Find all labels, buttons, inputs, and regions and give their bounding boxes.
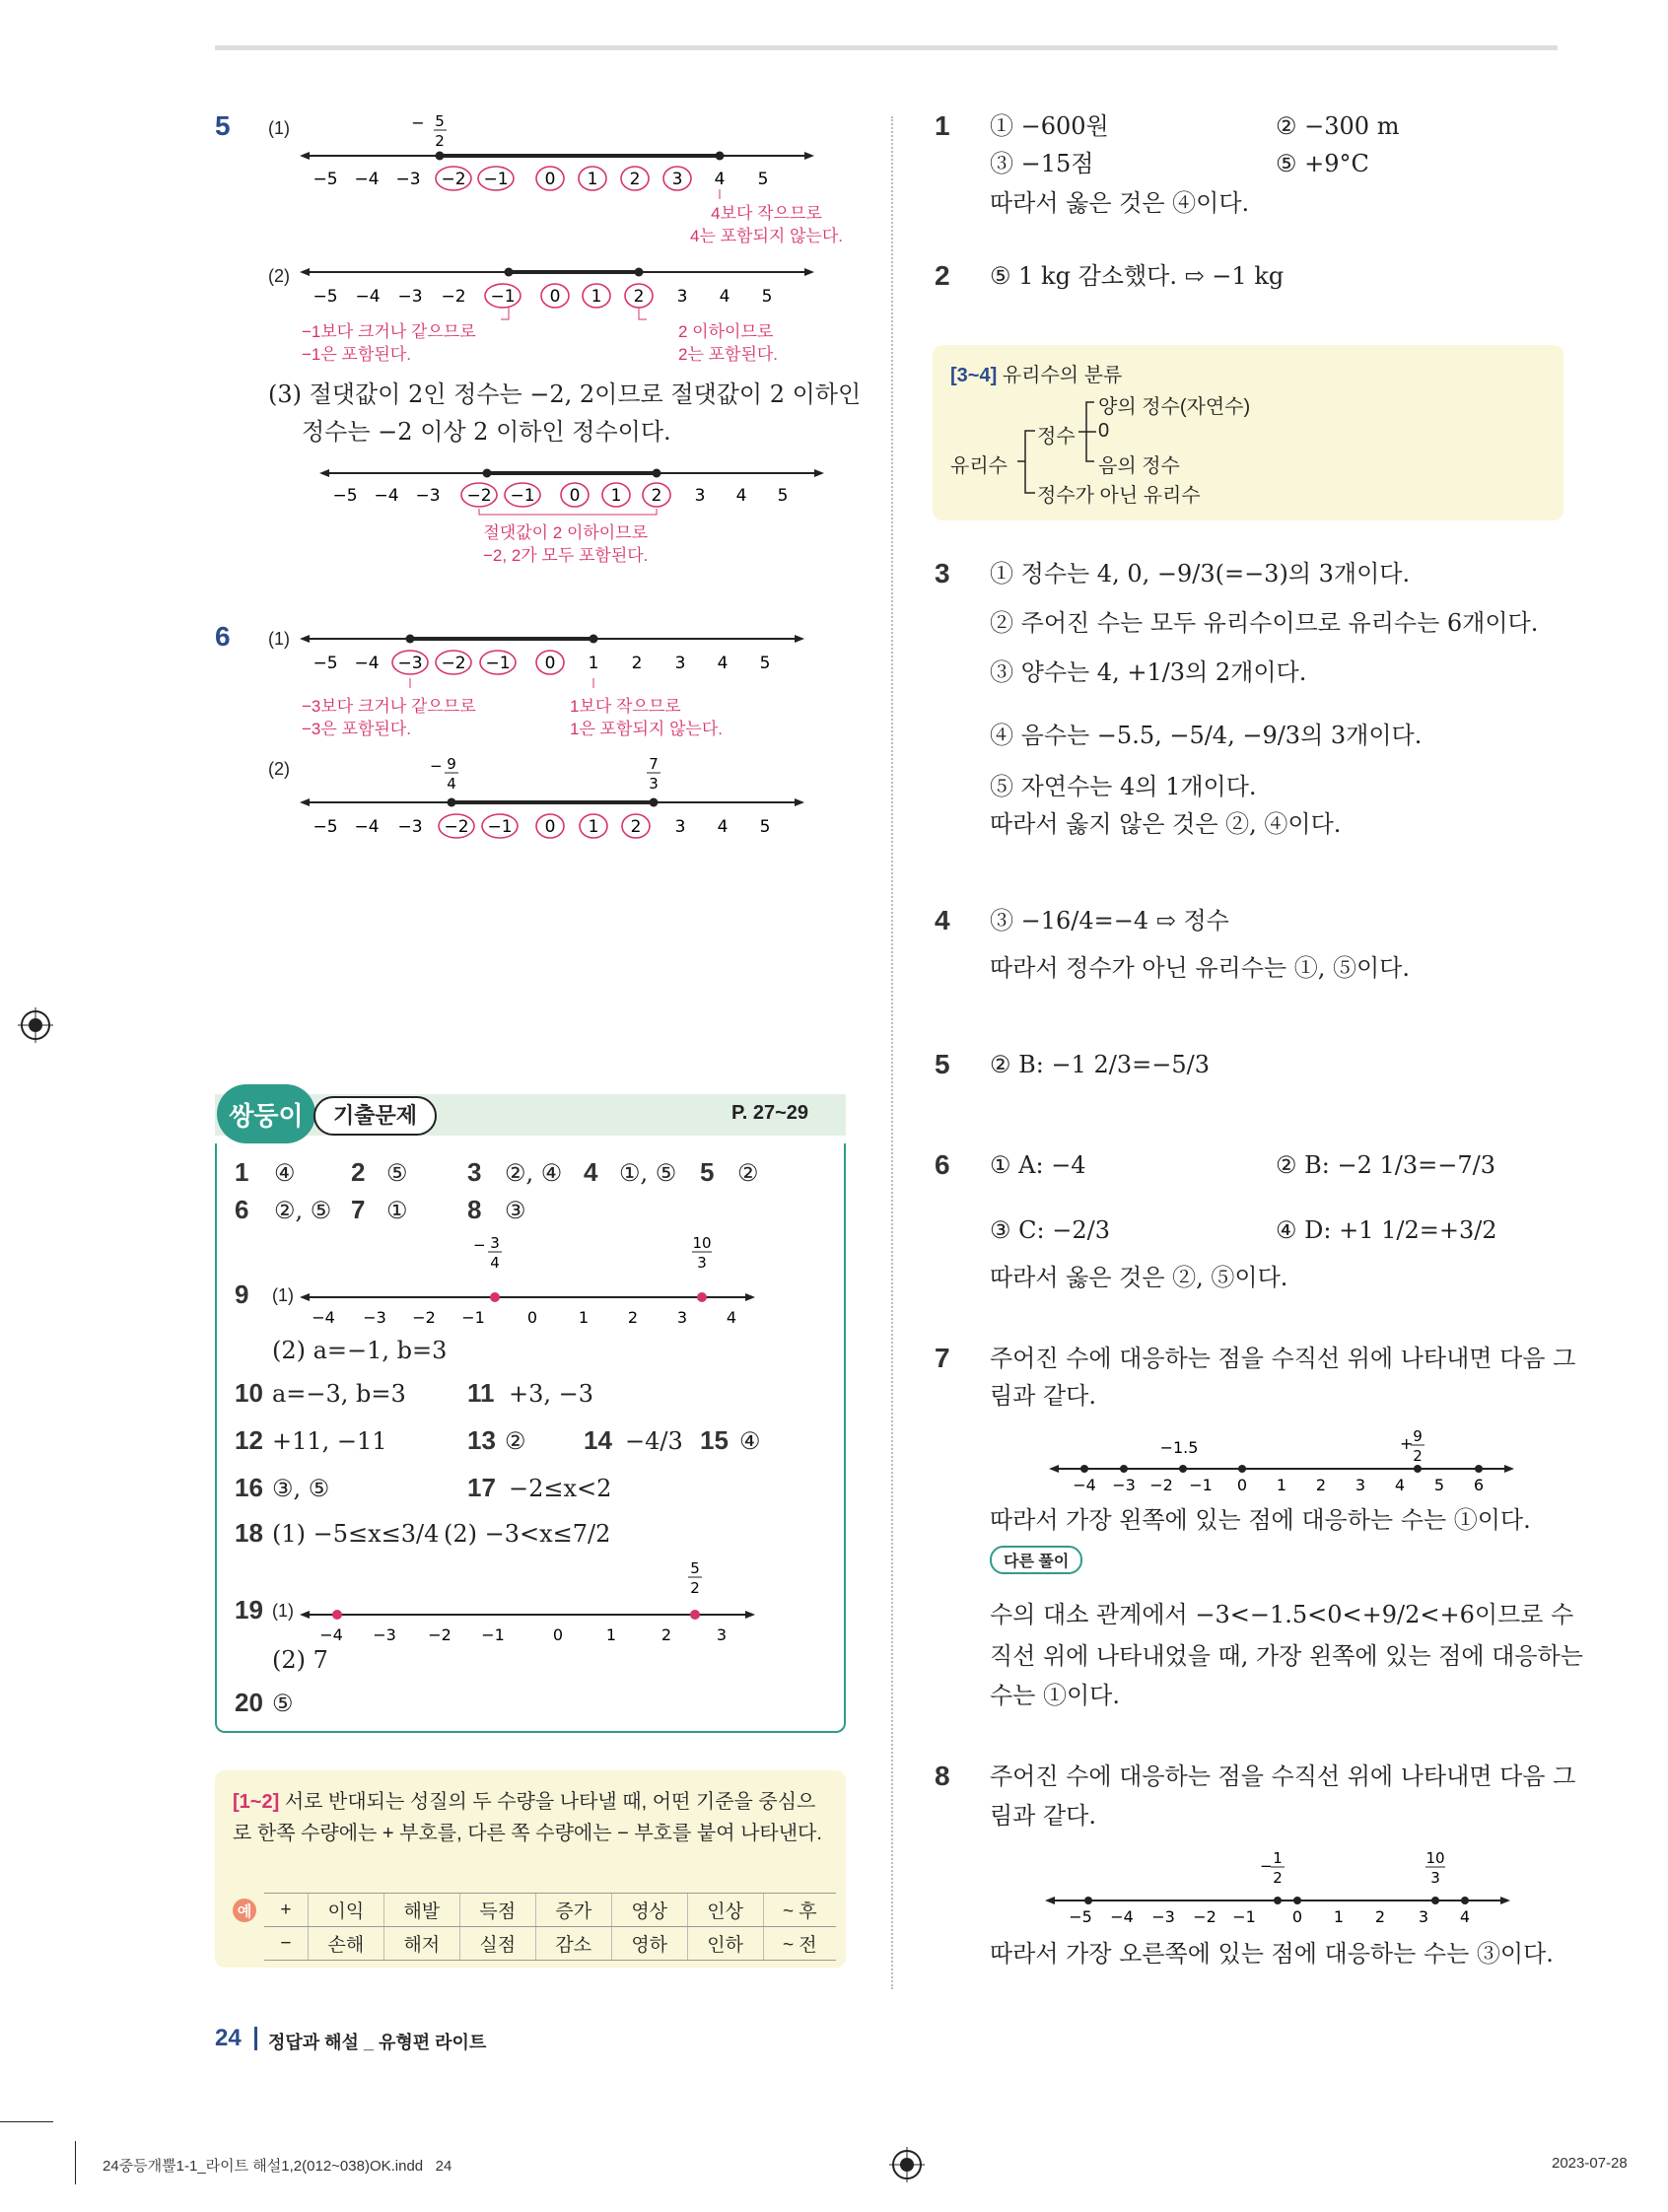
svg-text:0: 0 [544,170,556,189]
svg-text:4: 4 [1459,1907,1471,1926]
svg-text:−3: −3 [415,486,441,506]
r-q6-a1: ① A: −4 [990,1151,1086,1179]
svg-text:−5: −5 [313,170,338,189]
r-q7-other-2: 직선 위에 나타내었을 때, 가장 왼쪽에 있는 점에 대응하는 [990,1642,1583,1670]
r-q8-number-line [1041,1843,1514,1932]
svg-text:−4: −4 [312,1308,335,1327]
svg-text:−2: −2 [441,287,466,307]
svg-text:−4: −4 [354,654,380,673]
svg-text:1: 1 [1333,1907,1345,1926]
exam-q19-part1-label: (1) [272,1601,294,1621]
svg-text:−2: −2 [441,654,466,673]
exam-q17-val: −2≤x<2 [509,1475,612,1502]
svg-text:1: 1 [588,817,599,837]
exam-q9-part1-label: (1) [272,1285,294,1305]
sign-table-plus-row [264,1894,836,1927]
r-q3-line3: ③ 양수는 4, +1/3의 2개이다. [990,658,1307,686]
svg-text:−: − [1260,1857,1273,1875]
svg-text:1: 1 [610,486,622,506]
svg-text:1: 1 [605,1625,617,1644]
registration-mark-left [18,1007,53,1043]
svg-text:−4: −4 [355,287,381,307]
r-q3-conclusion: 따라서 옳지 않은 것은 ②, ④이다. [990,810,1342,838]
sign-cell: 이익 [308,1894,383,1927]
sign-cell: + [264,1894,308,1927]
exam-q11-num: 11 [467,1378,495,1408]
classify-negative: 음의 정수 [1098,455,1180,477]
svg-text:−1: −1 [510,486,535,506]
q6-part2-label: (2) [268,759,290,779]
svg-text:1: 1 [1276,1476,1287,1494]
svg-text:−2: −2 [428,1625,452,1644]
sign-cell: 실점 [459,1927,535,1961]
sign-cell: 득점 [459,1894,535,1927]
r-q5-number: 5 [935,1049,950,1079]
r-q5-line1: ② B: −1 2/3=−5/3 [990,1051,1210,1078]
svg-text:3: 3 [674,817,686,837]
exam-q9-part2: (2) a=−1, b=3 [272,1337,448,1364]
svg-text:4: 4 [717,817,729,837]
svg-text:1: 1 [588,654,599,673]
svg-text:4: 4 [717,654,729,673]
svg-text:−1: −1 [483,170,509,189]
sign-cell: 영상 [611,1894,687,1927]
q5-part2-number-line [296,252,848,321]
svg-text:−3: −3 [397,287,423,307]
r-q6-a2: ② B: −2 1/3=−7/3 [1276,1151,1495,1179]
crop-mark-v [75,2141,76,2184]
svg-text:2: 2 [690,1579,700,1597]
r-q1-a1: ① −600원 [990,112,1109,140]
r-q1-a2: ② −300 m [1276,112,1400,140]
r-q7-label-left: −1.5 [1159,1438,1199,1457]
svg-text:−5: −5 [313,654,338,673]
r-q7-line1: 주어진 수에 대응하는 점을 수직선 위에 나타내면 다음 그 [990,1345,1576,1372]
exam-q18-num: 18 [235,1518,263,1548]
svg-text:0: 0 [1291,1907,1303,1926]
svg-text:4: 4 [447,775,456,793]
exam-a5-num: 5 [700,1157,715,1187]
exam-a2-num: 2 [351,1157,366,1187]
example-badge: 예 [233,1899,256,1922]
exam-q15-num: 15 [700,1425,729,1455]
svg-text:−5: −5 [313,817,338,837]
sign-table-minus-row [264,1927,836,1961]
svg-text:−5: −5 [332,486,358,506]
svg-text:−4: −4 [354,170,380,189]
exam-title: 기출문제 [313,1096,437,1136]
svg-text:−1: −1 [461,1308,485,1327]
exam-a1-val: ④ [274,1159,296,1187]
exam-q17-num: 17 [467,1473,496,1502]
exam-a4-val: ①, ⑤ [619,1159,677,1187]
svg-text:9: 9 [1413,1427,1423,1445]
r-q6-conclusion: 따라서 옳은 것은 ②, ⑤이다. [990,1264,1288,1291]
footer-separator [254,2027,257,2050]
r-q3-line4: ④ 음수는 −5.5, −5/4, −9/3의 3개이다. [990,722,1423,749]
classify-rational: 유리수 [950,455,1008,477]
svg-text:3: 3 [716,1625,728,1644]
exam-q12-num: 12 [235,1425,263,1455]
exam-a4-num: 4 [584,1157,598,1187]
svg-text:−1: −1 [1232,1907,1256,1926]
exam-q18-part2: (2) −3<x≤7/2 [444,1520,611,1548]
print-date: 2023-07-28 [1552,2155,1628,2172]
q6-part1-note-right: 1보다 작으므로 1은 포함되지 않는다. [570,697,723,738]
svg-text:−1: −1 [1189,1476,1213,1494]
sign-cell: 인하 [687,1927,763,1961]
q5-part3-number-line [315,453,848,522]
svg-text:−4: −4 [319,1625,343,1644]
svg-text:9: 9 [447,755,456,773]
exam-a7-val: ① [386,1197,408,1224]
exam-a8-val: ③ [505,1197,526,1224]
svg-text:−3: −3 [1151,1907,1175,1926]
q5-part2-note-right: 2 이하이므로 2는 포함된다. [678,322,779,364]
svg-text:10: 10 [692,1234,712,1252]
exam-q18-part1: (1) −5≤x≤3/4 [272,1520,440,1548]
q5-part1-number-line [296,110,848,199]
exam-q20-val: ⑤ [272,1690,294,1717]
q5-part2-note-left: −1보다 크거나 같으므로 −1은 포함된다. [302,322,476,364]
exam-a7-num: 7 [351,1195,366,1224]
svg-text:3: 3 [490,1234,500,1252]
r-q6-a3: ③ C: −2/3 [990,1216,1110,1244]
svg-text:−: − [430,757,443,775]
exam-q10-val: a=−3, b=3 [272,1380,406,1408]
svg-text:5: 5 [761,287,773,307]
svg-text:1: 1 [578,1308,590,1327]
svg-text:3: 3 [694,486,706,506]
svg-text:2: 2 [633,287,645,307]
svg-text:2: 2 [629,170,641,189]
exam-q11-val: +3, −3 [509,1380,594,1408]
svg-text:5: 5 [759,817,771,837]
exam-q13-val: ② [505,1427,526,1455]
r-q7-other-1: 수의 대소 관계에서 −3<−1.5<0<+9/2<+6이므로 수 [990,1601,1574,1628]
sign-cell: 손해 [308,1927,383,1961]
r-q4-number: 4 [935,905,950,935]
exam-q9-number-line [296,1232,769,1331]
svg-text:−2: −2 [441,170,466,189]
q6-part1-note-left: −3보다 크거나 같으므로 −3은 포함된다. [302,697,476,738]
exam-a5-val: ② [737,1159,759,1187]
svg-text:−2: −2 [444,817,469,837]
q5-part1-label: (1) [268,118,290,138]
sign-cell: 영하 [611,1927,687,1961]
svg-text:3: 3 [697,1254,707,1272]
r-q8-line2: 림과 같다. [990,1802,1096,1830]
r-q6-a4: ④ D: +1 1/2=+3/2 [1276,1216,1497,1244]
q6-part1-number-line [296,621,848,700]
exam-logo: 쌍둥이 [217,1084,315,1143]
svg-text:1: 1 [591,287,602,307]
exam-q9-num: 9 [235,1279,249,1309]
r-q7-number-line [1045,1419,1518,1498]
svg-text:1: 1 [1273,1849,1283,1867]
r-q1-a5: ⑤ +9°C [1276,150,1369,177]
q6-number: 6 [215,621,231,652]
svg-text:3: 3 [1355,1476,1366,1494]
r-q2-text: ⑤ 1 kg 감소했다. ⇨ −1 kg [990,262,1285,290]
classification-brackets [1015,394,1104,503]
exam-q15-val: ④ [739,1427,761,1455]
svg-text:−1: −1 [487,817,513,837]
exam-a3-val: ②, ④ [505,1159,563,1187]
r-q2-number: 2 [935,260,950,291]
q5-part1-note: 4보다 작으므로 4는 포함되지 않는다. [690,204,843,245]
exam-q16-val: ③, ⑤ [272,1475,330,1502]
exam-q20-num: 20 [235,1688,263,1717]
r-q3-line5: ⑤ 자연수는 4의 1개이다. [990,773,1257,800]
svg-text:−: − [411,113,425,132]
footer-title: 정답과 해설 _ 유형편 라이트 [268,2033,487,2052]
svg-text:3: 3 [676,287,688,307]
tip-1-2-body: 서로 반대되는 성질의 두 수량을 나타낼 때, 어떤 기준을 중심으로 한쪽 수량에는 + 부호를, 다른 쪽 수량에는 − 부호를 붙여 나타낸다. [233,1791,822,1844]
q6-part1-label: (1) [268,629,290,649]
sign-cell: 증가 [535,1894,611,1927]
r-q1-conclusion: 따라서 옳은 것은 ④이다. [990,189,1250,217]
svg-text:4: 4 [1394,1476,1406,1494]
q5-part3-text-1: (3) 절댓값이 2인 정수는 −2, 2이므로 절댓값이 2 이하인 [268,380,862,408]
svg-text:4: 4 [490,1254,500,1272]
other-solution-badge: 다른 풀이 [990,1546,1082,1574]
q5-part2-label: (2) [268,266,290,286]
exam-q14-num: 14 [584,1425,612,1455]
svg-text:3: 3 [649,775,659,793]
exam-q10-num: 10 [235,1378,263,1408]
svg-text:4: 4 [719,287,730,307]
exam-a6-num: 6 [235,1195,249,1224]
r-q7-line2: 림과 같다. [990,1382,1096,1410]
exam-q14-val: −4/3 [625,1427,683,1455]
svg-text:2: 2 [660,1625,672,1644]
r-q7-number: 7 [935,1343,950,1373]
exam-a2-val: ⑤ [386,1159,408,1187]
top-rule [215,45,1558,50]
exam-a8-num: 8 [467,1195,482,1224]
tip-3-4-head: [3~4] [950,365,998,386]
r-q7-other-3: 수는 ①이다. [990,1682,1120,1709]
svg-text:5: 5 [435,112,445,130]
svg-text:2: 2 [631,654,643,673]
svg-text:−2: −2 [1149,1476,1173,1494]
tip-1-2-text [233,1786,828,1849]
svg-text:2: 2 [1413,1447,1423,1465]
svg-text:−2: −2 [466,486,492,506]
r-q1-number: 1 [935,110,950,141]
sign-cell: 감소 [535,1927,611,1961]
exam-q12-val: +11, −11 [272,1427,387,1455]
page-number: 24 [215,2025,242,2051]
svg-text:0: 0 [1236,1476,1248,1494]
svg-text:−4: −4 [1110,1907,1134,1926]
svg-text:6: 6 [1473,1476,1485,1494]
svg-text:0: 0 [569,486,581,506]
svg-text:2: 2 [627,1308,639,1327]
svg-text:−3: −3 [373,1625,396,1644]
exam-a1-num: 1 [235,1157,249,1187]
svg-text:2: 2 [435,132,445,150]
svg-text:+: + [1400,1434,1414,1453]
classify-zero: 0 [1098,420,1110,442]
exam-a6-val: ②, ⑤ [274,1197,332,1224]
svg-text:2: 2 [1315,1476,1327,1494]
q6-part2-number-line [296,755,848,844]
svg-text:−1: −1 [481,1625,505,1644]
svg-text:7: 7 [649,755,659,773]
svg-text:−4: −4 [354,817,380,837]
svg-text:−3: −3 [363,1308,386,1327]
svg-text:−5: −5 [1069,1907,1092,1926]
sign-table [264,1893,836,1961]
svg-text:2: 2 [651,486,662,506]
svg-text:5: 5 [777,486,789,506]
svg-text:−3: −3 [1112,1476,1136,1494]
svg-text:−1: −1 [490,287,516,307]
svg-text:2: 2 [630,817,642,837]
exam-a3-num: 3 [467,1157,482,1187]
svg-text:−3: −3 [397,817,423,837]
r-q7-conclusion: 따라서 가장 왼쪽에 있는 점에 대응하는 수는 ①이다. [990,1506,1531,1534]
svg-text:5: 5 [757,170,769,189]
r-q8-conclusion: 따라서 가장 오른쪽에 있는 점에 대응하는 수는 ③이다. [990,1940,1554,1968]
r-q4-conclusion: 따라서 정수가 아닌 유리수는 ①, ⑤이다. [990,954,1410,982]
svg-text:−3: −3 [395,170,421,189]
svg-text:10: 10 [1425,1849,1445,1867]
svg-text:4: 4 [714,170,726,189]
sign-cell: ~ 후 [763,1894,836,1927]
exam-q19-part2: (2) 7 [272,1646,328,1674]
exam-pages: P. 27~29 [731,1102,809,1124]
exam-q13-num: 13 [467,1425,496,1455]
crop-mark-h [0,2121,53,2122]
tip-3-4-heading [950,359,1122,387]
file-info: 24중등개뿔1-1_라이트 해설1,2(012~038)OK.indd 24 [103,2158,452,2175]
svg-text:−3: −3 [397,654,423,673]
r-q1-a3: ③ −15점 [990,150,1094,177]
r-q8-number: 8 [935,1761,950,1791]
tip-1-2-head: [1~2] [233,1791,280,1813]
exam-q16-num: 16 [235,1473,263,1502]
svg-text:2: 2 [1273,1869,1283,1887]
sign-cell: − [264,1927,308,1961]
svg-text:2: 2 [1374,1907,1386,1926]
svg-text:5: 5 [690,1559,700,1577]
classify-positive: 양의 정수(자연수) [1098,396,1251,418]
r-q3-number: 3 [935,558,950,588]
svg-text:0: 0 [544,654,556,673]
svg-text:−4: −4 [374,486,399,506]
q5-part3-note: 절댓값이 2 이하이므로 −2, 2가 모두 포함된다. [483,523,649,565]
svg-text:3: 3 [674,654,686,673]
svg-text:5: 5 [1433,1476,1445,1494]
svg-text:3: 3 [1418,1907,1429,1926]
svg-text:3: 3 [676,1308,688,1327]
svg-text:4: 4 [735,486,747,506]
r-q6-number: 6 [935,1149,950,1180]
svg-text:3: 3 [1430,1869,1440,1887]
svg-text:5: 5 [759,654,771,673]
sign-cell: ~ 전 [763,1927,836,1961]
r-q3-line2: ② 주어진 수는 모두 유리수이므로 유리수는 6개이다. [990,609,1539,637]
svg-text:0: 0 [544,817,556,837]
exam-q19-number-line [296,1557,769,1646]
r-q3-line1: ① 정수는 4, 0, −9/3(=−3)의 3개이다. [990,560,1411,588]
svg-text:−: − [473,1236,486,1254]
svg-text:−2: −2 [412,1308,436,1327]
classify-integer: 정수 [1037,426,1076,448]
svg-text:0: 0 [526,1308,538,1327]
svg-text:1: 1 [587,170,598,189]
sign-cell: 해저 [383,1927,459,1961]
svg-text:−2: −2 [1193,1907,1216,1926]
svg-text:3: 3 [671,170,683,189]
registration-mark-bottom [889,2147,925,2182]
tip-3-4-title: 유리수의 분류 [1002,365,1123,386]
r-q8-line1: 주어진 수에 대응하는 점을 수직선 위에 나타내면 다음 그 [990,1763,1576,1790]
svg-text:4: 4 [726,1308,737,1327]
svg-text:0: 0 [549,287,561,307]
q5-number: 5 [215,110,231,141]
svg-text:0: 0 [552,1625,564,1644]
svg-text:−1: −1 [485,654,511,673]
column-divider [891,116,893,1989]
q5-part3-text-2: 정수는 −2 이상 2 이하인 정수이다. [302,418,671,446]
svg-text:−4: −4 [1073,1476,1096,1494]
classify-non-integer: 정수가 아닌 유리수 [1037,485,1201,507]
sign-cell: 해발 [383,1894,459,1927]
r-q4-line1: ③ −16/4=−4 ⇨ 정수 [990,907,1229,934]
exam-q19-num: 19 [235,1595,263,1624]
sign-cell: 인상 [687,1894,763,1927]
svg-text:−5: −5 [313,287,338,307]
